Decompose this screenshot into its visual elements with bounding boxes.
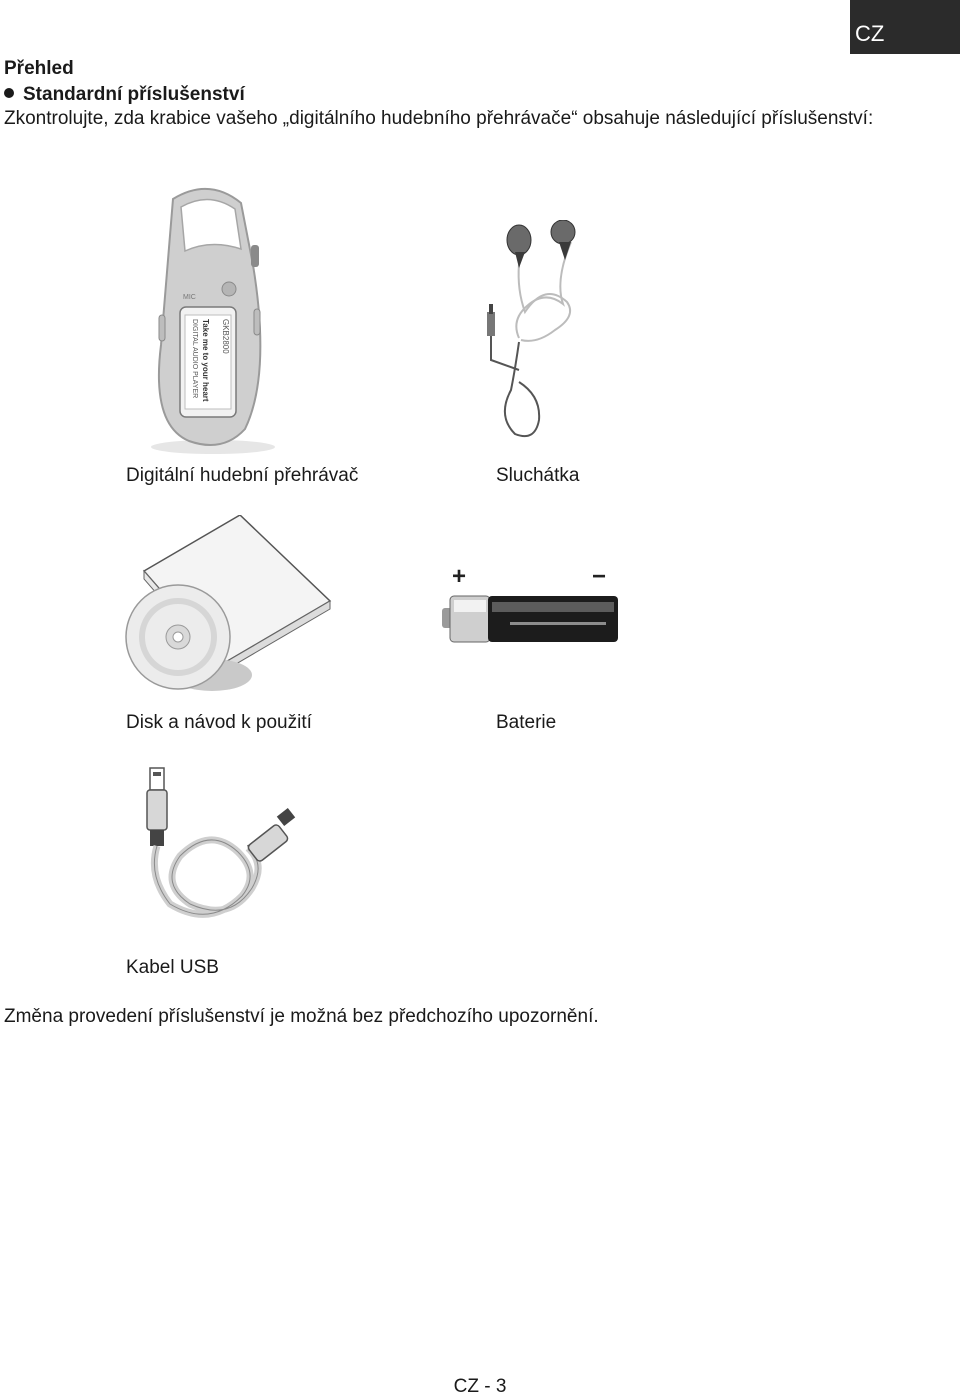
intro-paragraph: Zkontrolujte, zda krabice vašeho „digitálního hudebního přehrávače“ obsahuje následující příslušenství: [4,108,874,129]
bullet-icon [4,88,14,98]
subtitle-text: Standardní příslušenství [23,84,245,105]
music-player-image [125,185,285,457]
player-screen-song: Take me to your heart [201,319,210,402]
battery-minus-sign: − [592,563,607,590]
player-screen-brand: GKB2800 [221,319,230,354]
caption-player: Digitální hudební přehrávač [126,465,359,486]
player-screen-model: DIGITAL AUDIO PLAYER [191,319,198,399]
page-number: CZ - 3 [453,1376,507,1397]
change-notice: Změna provedení příslušenství je možná bez předchozího upozornění. [4,1006,599,1027]
battery-plus-sign: + [452,563,467,590]
disc-and-manual-image [120,515,332,701]
caption-earphones: Sluchátka [496,465,580,486]
section-subtitle [4,84,245,106]
player-label-mic: MIC [183,294,196,301]
page-title: Přehled [4,58,74,79]
caption-usb-cable: Kabel USB [126,957,219,978]
battery-image [440,562,625,652]
language-badge: CZ [850,0,960,54]
caption-disc-manual: Disk a návod k použití [126,712,312,733]
usb-cable-image [140,766,305,926]
caption-battery: Baterie [496,712,557,733]
earphones-image [475,220,585,450]
